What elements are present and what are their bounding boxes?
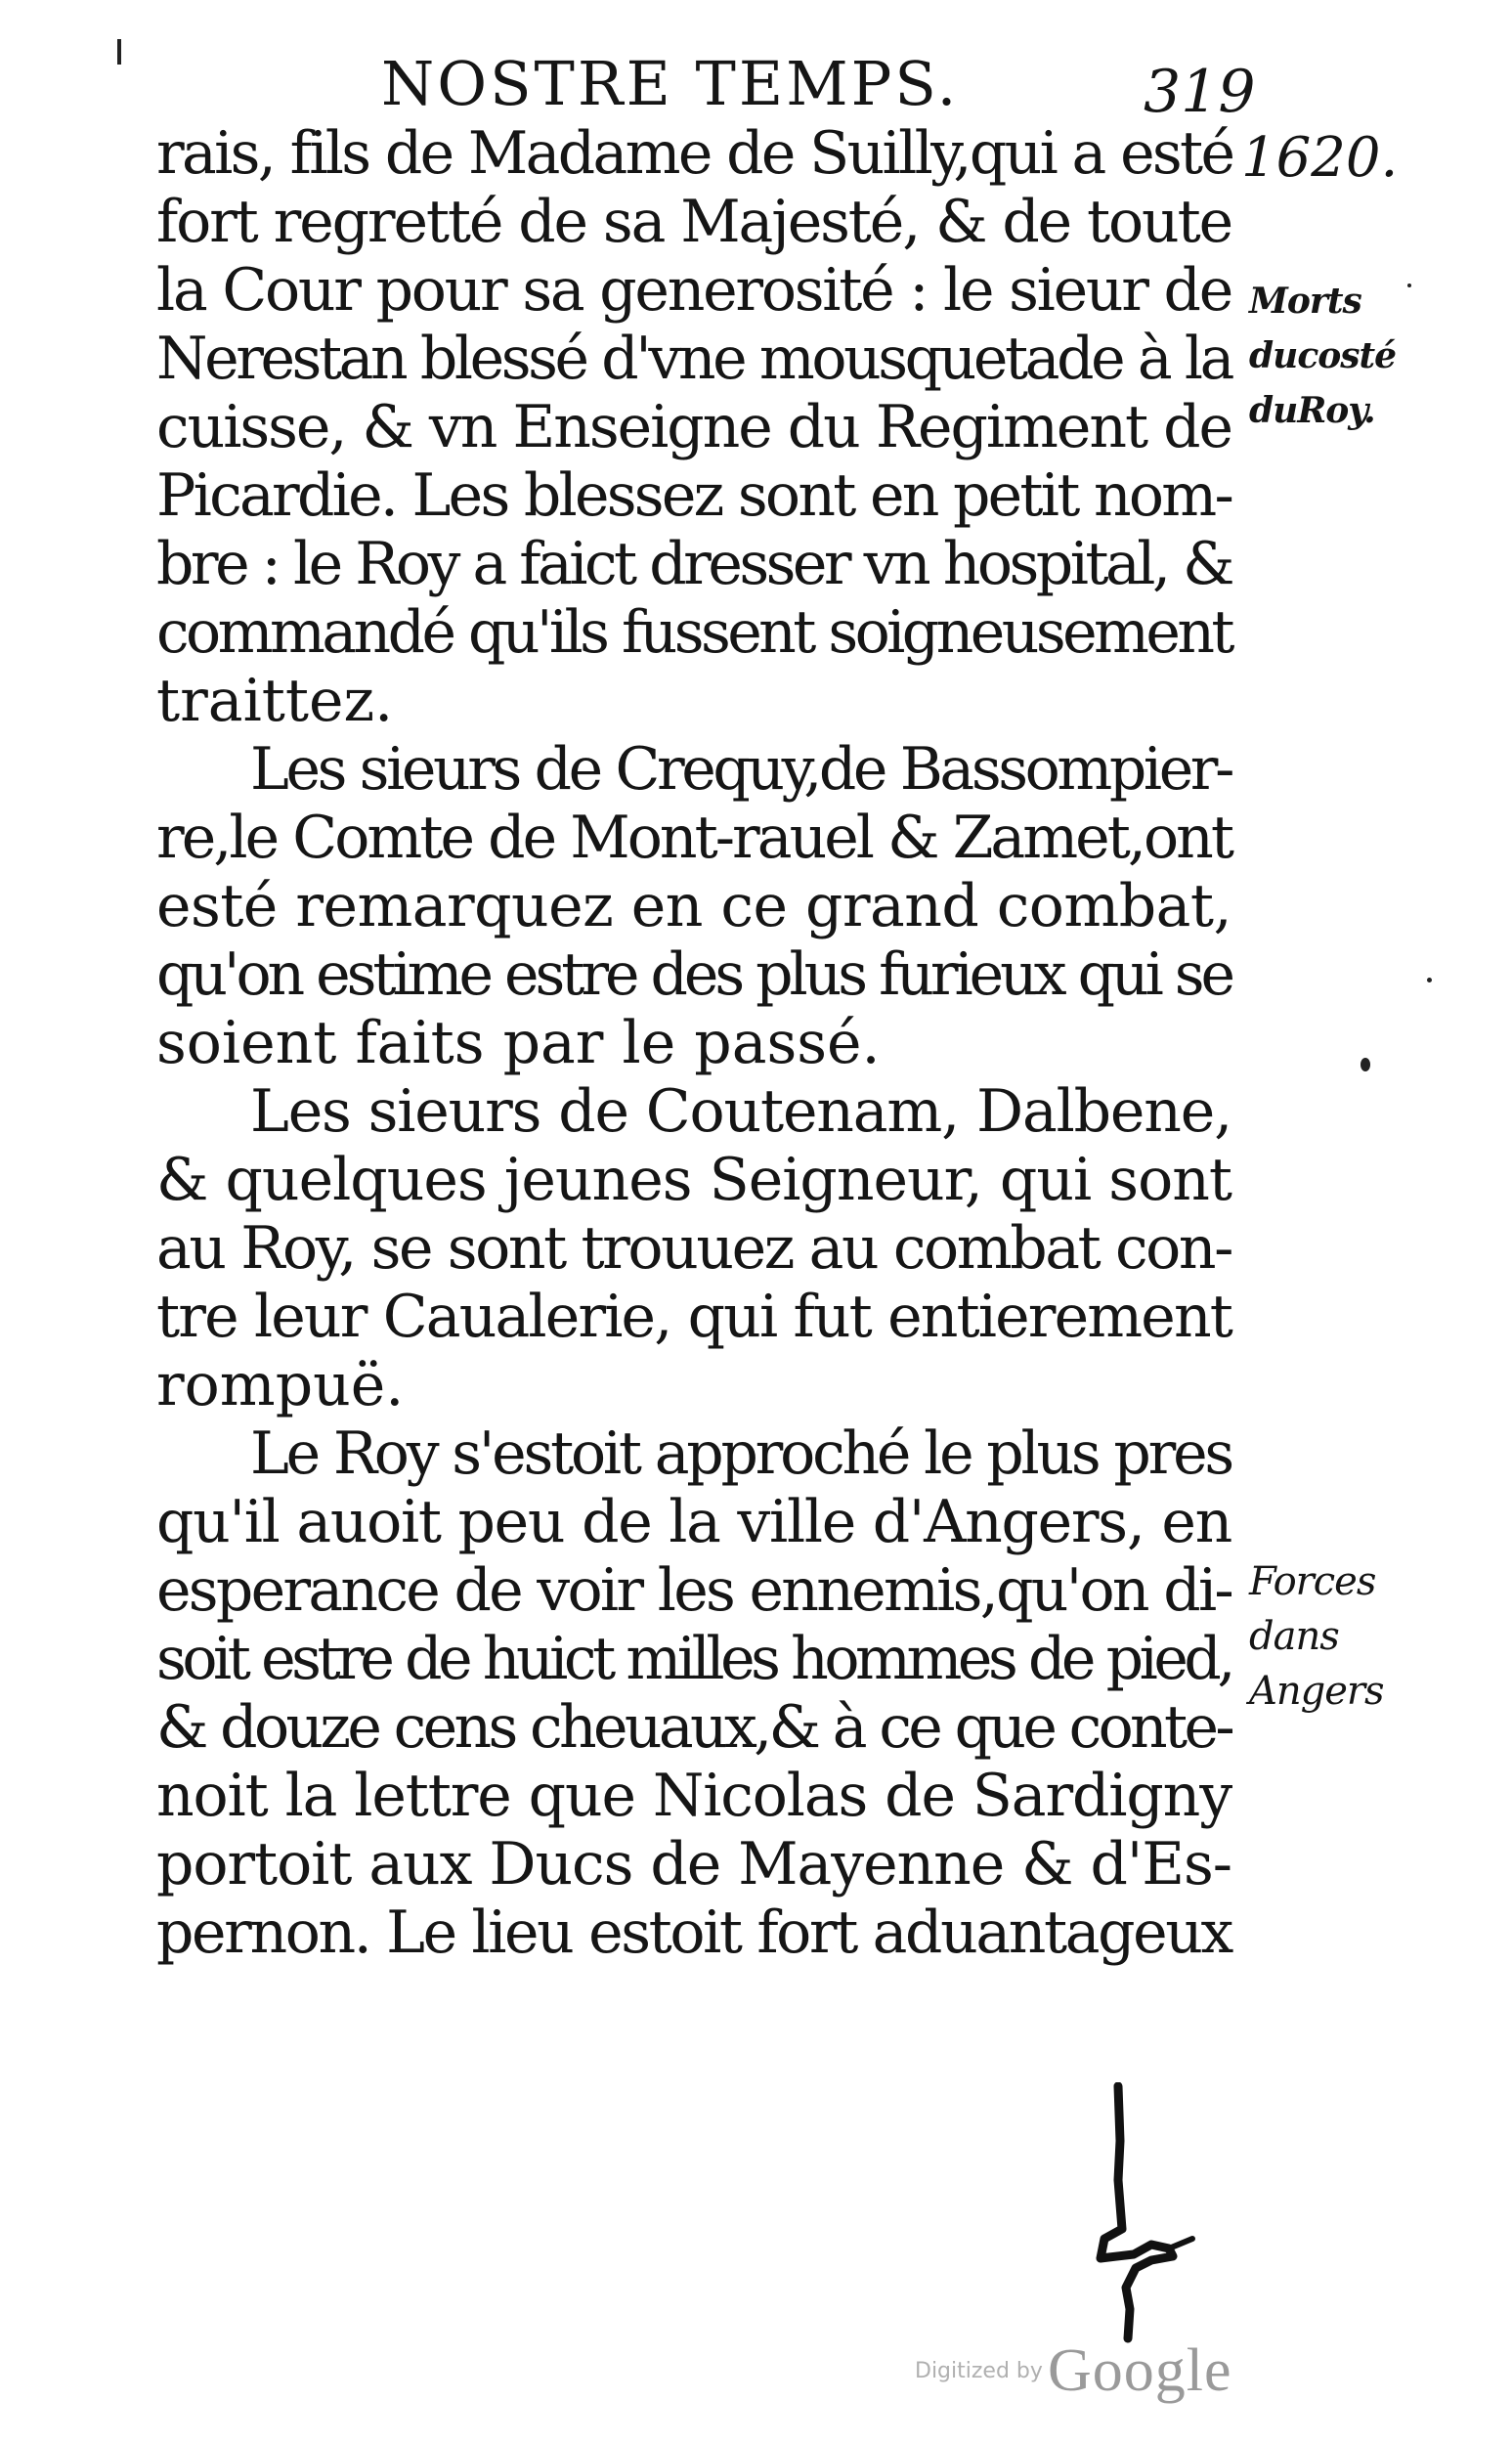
text-line: rompuë.: [156, 1351, 405, 1419]
ink-dot: [1407, 284, 1411, 287]
text-line: au Roy, se sont trouuez au combat con-: [156, 1214, 1231, 1283]
margin-note-line: ducosté: [1249, 335, 1397, 376]
digitized-by-text: Digitized by: [915, 2359, 1043, 2383]
text-line: soit estre de huict milles hommes de pied,: [156, 1625, 1231, 1693]
text-line: traittez.: [156, 667, 394, 735]
ink-dot: [1361, 1058, 1370, 1071]
text-line: qu'on estime estre des plus furieux qui se: [156, 940, 1231, 1009]
text-line: Picardie. Les blessez sont en petit nom-: [156, 461, 1231, 530]
ink-stroke-mark: [1075, 2082, 1212, 2346]
text-line: Les sieurs de Crequy,de Bassompier-: [250, 735, 1231, 804]
text-line: esperance de voir les ennemis,qu'on di-: [156, 1556, 1231, 1625]
text-line: portoit aux Ducs de Mayenne & d'Es-: [156, 1830, 1231, 1898]
margin-note-line: Forces: [1249, 1559, 1376, 1604]
text-line: fort regretté de sa Majesté, & de toute: [156, 188, 1231, 256]
text-line: pernon. Le lieu estoit fort aduantageux: [156, 1898, 1231, 1967]
margin-note-morts: [1249, 274, 1396, 438]
running-title: NOSTRE TEMPS.: [381, 48, 960, 119]
text-line: commandé qu'ils fussent soigneusement: [156, 598, 1231, 667]
text-line: rais, fils de Madame de Suilly,qui a esté: [156, 119, 1233, 188]
ink-dot: [1427, 978, 1432, 982]
text-line: re,le Comte de Mont-rauel & Zamet,ont: [156, 804, 1231, 872]
page-number: 319: [1144, 58, 1256, 126]
margin-note-line: Morts: [1249, 281, 1361, 322]
text-line: esté remarquez en ce grand combat,: [156, 872, 1231, 940]
text-line: & quelques jeunes Seigneur, qui sont: [156, 1146, 1231, 1214]
margin-note-forces: [1249, 1554, 1384, 1719]
text-line: Les sieurs de Coutenam, Dalbene,: [250, 1077, 1231, 1146]
margin-note-line: dans: [1249, 1614, 1339, 1659]
text-line: Le Roy s'estoit approché le plus pres: [250, 1419, 1231, 1488]
text-line: soient faits par le passé.: [156, 1009, 881, 1077]
margin-note-line: Angers: [1249, 1669, 1384, 1714]
text-line: la Cour pour sa generosité : le sieur de: [156, 256, 1231, 325]
year-marginal: 1620.: [1241, 126, 1399, 190]
text-line: & douze cens cheuaux,& à ce que conte-: [156, 1693, 1231, 1762]
google-logo: Google: [1048, 2337, 1232, 2404]
body-text: [156, 119, 1231, 1967]
text-line: tre leur Caualerie, qui fut entierement: [156, 1283, 1231, 1351]
text-line: cuisse, & vn Enseigne du Regiment de: [156, 393, 1231, 461]
ink-mark: [117, 39, 121, 65]
text-line: Nerestan blessé d'vne mousquetade à la: [156, 325, 1231, 393]
text-line: noit la lettre que Nicolas de Sardigny: [156, 1762, 1231, 1830]
text-line: qu'il auoit peu de la ville d'Angers, en: [156, 1488, 1231, 1556]
digitized-watermark: [915, 2336, 1232, 2406]
text-line: bre : le Roy a faict dresser vn hospital, &: [156, 530, 1232, 598]
margin-note-line: duRoy.: [1249, 390, 1375, 431]
